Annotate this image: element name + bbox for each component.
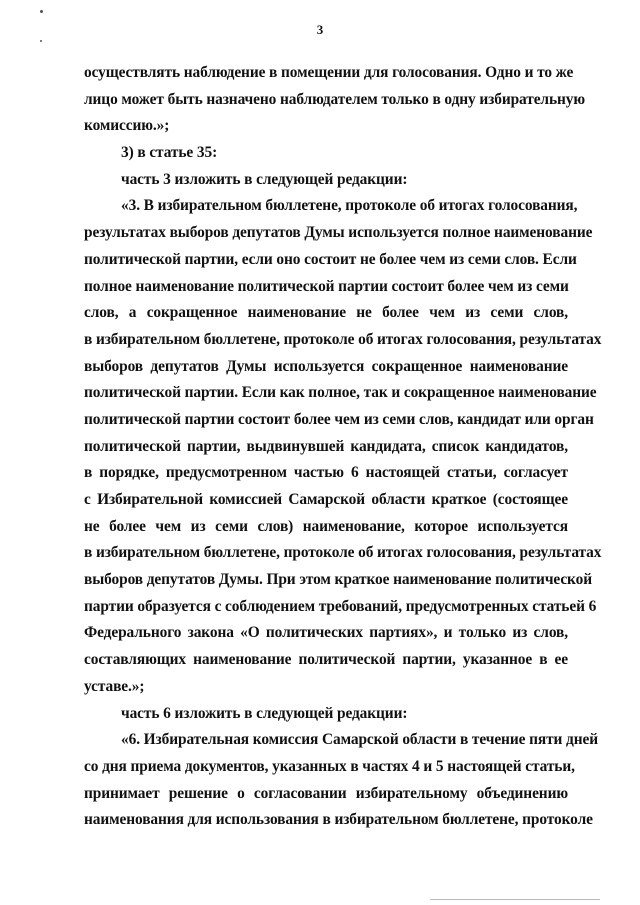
paragraph [84,701,568,728]
text-line: в избирательном бюллетене, протоколе об итогах голосования, результатах [84,544,602,562]
text-line: со дня приема документов, указанных в частях 4 и 5 настоящей статьи, [84,757,575,775]
paragraph [84,727,598,834]
text-line: политической партии, если оно состоит не более чем из семи слов. Если [84,250,577,268]
text-line: Федерального закона «О политических партиях», и только из слов, [84,624,568,642]
text-line: слов, а сокращенное наименование не более чем из семи слов, [84,304,568,322]
scan-edge-line [430,899,600,900]
text-line: политической партии. Если как полное, так и сокращенное наименование [84,384,597,402]
document-body [84,60,602,834]
scan-speck [40,40,42,42]
text-line: наименования для использования в избирательном бюллетене, протоколе [84,811,593,829]
paragraph [84,60,586,140]
text-line: политической партии состоит более чем из семи слов, кандидат или орган [84,410,594,428]
scan-speck [40,10,43,13]
paragraph [84,193,602,700]
page-number: 3 [316,22,324,37]
text-line: в избирательном бюллетене, протоколе об итогах голосования, результатах [84,330,602,348]
text-line: результатах выборов депутатов Думы используется полное наименование [84,224,593,242]
text-line: не более чем из семи слов) наименование, которое используется [84,517,568,535]
text-line: уставе.»; [84,677,145,695]
text-line: часть 6 изложить в следующей редакции: [121,704,408,722]
text-line: лицо может быть назначено наблюдателем только в одну избирательную [84,90,586,108]
text-line: принимает решение о согласовании избирательному объединению [84,784,568,802]
text-line: выборов депутатов Думы используется сокращенное наименование [84,357,568,375]
text-line: политической партии, выдвинувшей кандидата, список кандидатов, [84,437,568,455]
text-line: комиссию.»; [84,117,170,135]
text-line: выборов депутатов Думы. При этом краткое наименование политической [84,571,592,589]
paragraph [84,140,568,167]
text-line: в порядке, предусмотренном частью 6 настоящей статьи, согласует [84,464,568,482]
text-line: партии образуется с соблюдением требований, предусмотренных статьей 6 [84,597,597,615]
text-line: с Избирательной комиссией Самарской области краткое (состоящее [84,491,568,508]
text-line: часть 3 изложить в следующей редакции: [121,170,408,188]
text-line: «6. Избирательная комиссия Самарской области в течение пяти дней [121,731,598,749]
paragraph [84,167,568,194]
text-line: составляющих наименование политической партии, указанное в ее [84,651,568,669]
text-line: «3. В избирательном бюллетене, протоколе об итогах голосования, [121,197,578,215]
text-line: 3) в статье 35: [121,144,218,162]
text-line: осуществлять наблюдение в помещении для голосования. Одно и то же [84,64,574,81]
text-line: полное наименование политической партии состоит более чем из семи [84,277,569,295]
